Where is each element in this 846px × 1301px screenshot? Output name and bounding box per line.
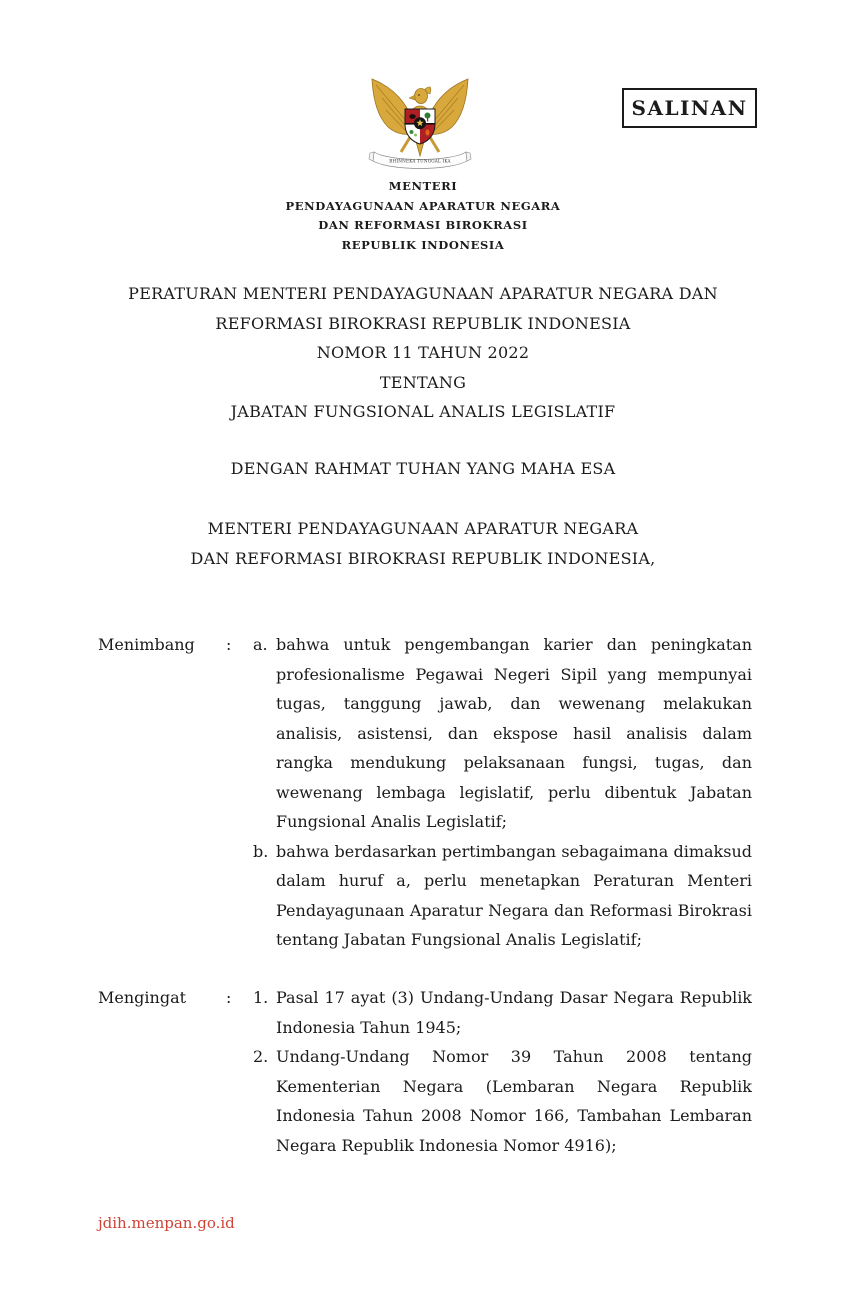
body-line: bahwa berdasarkan pertimbangan sebagaimana dimaksud bbox=[276, 841, 752, 861]
paddy-cotton-glyph bbox=[410, 130, 414, 134]
invocation-line: DENGAN RAHMAT TUHAN YANG MAHA ESA bbox=[230, 459, 616, 478]
title-line: NOMOR 11 TAHUN 2022 bbox=[316, 343, 530, 362]
list-item bbox=[253, 630, 752, 837]
title-line: TENTANG bbox=[379, 372, 467, 392]
title-line: PERATURAN MENTERI PENDAYAGUNAAN APARATUR NEGARA DAN bbox=[128, 284, 718, 303]
bull-glyph bbox=[409, 114, 415, 119]
garuda-pancasila-emblem bbox=[368, 76, 472, 172]
list-marker: 1. bbox=[253, 988, 269, 1007]
clause-label: Mengingat bbox=[98, 988, 187, 1007]
body-line: rangka mendukung pelaksanaan fungsi, tugas, dan bbox=[276, 753, 752, 772]
body-line: Negara Republik Indonesia Nomor 4916); bbox=[276, 1135, 617, 1155]
footer-link: jdih.menpan.go.id bbox=[98, 1214, 235, 1232]
authority-line: MENTERI PENDAYAGUNAAN APARATUR NEGARA bbox=[207, 519, 639, 538]
clause-colon: : bbox=[226, 988, 232, 1007]
banner-left-tab bbox=[369, 152, 374, 161]
banner-right-tab bbox=[466, 152, 471, 161]
body-line: Pendayagunaan Aparatur Negara dan Reformasi Birokrasi bbox=[276, 900, 752, 920]
salinan-stamp: SALINAN bbox=[622, 88, 757, 128]
garuda-eye bbox=[418, 94, 420, 96]
menimbang-section bbox=[98, 630, 752, 955]
body-line: tentang Jabatan Fungsional Analis Legislatif; bbox=[276, 930, 642, 949]
body-line: Pasal 17 ayat (3) Undang-Undang Dasar Negara Republik bbox=[276, 988, 752, 1007]
regulation-title bbox=[0, 279, 846, 427]
body-line: bahwa untuk pengembangan karier dan peningkatan bbox=[276, 635, 752, 654]
body-line: profesionalisme Pegawai Negeri Sipil yang mempunyai bbox=[276, 664, 752, 684]
list-item bbox=[253, 1042, 752, 1160]
ministry-letterhead bbox=[0, 177, 846, 255]
letterhead-line: PENDAYAGUNAAN APARATUR NEGARA bbox=[285, 198, 561, 213]
body-line: Indonesia Tahun 1945; bbox=[276, 1017, 462, 1037]
authority-block bbox=[0, 514, 846, 573]
body-line: tugas, tanggung jawab, dan wewenang melakukan bbox=[276, 694, 752, 713]
body-line: dalam huruf a, perlu menetapkan Peraturan Menteri bbox=[276, 871, 752, 890]
body-line: wewenang lembaga legislatif, perlu dibentuk Jabatan bbox=[276, 782, 752, 802]
mengingat-section bbox=[98, 983, 752, 1160]
body-line: Indonesia Tahun 2008 Nomor 166, Tambahan Lembaran bbox=[276, 1106, 752, 1125]
clause-label: Menimbang bbox=[98, 635, 195, 654]
body-line: analisis, asistensi, dan ekspose hasil analisis dalam bbox=[276, 723, 752, 743]
title-line: JABATAN FUNGSIONAL ANALIS LEGISLATIF bbox=[230, 402, 616, 421]
chain-glyph bbox=[425, 129, 429, 135]
list-marker: a. bbox=[253, 635, 268, 654]
banyan-tree-glyph bbox=[425, 113, 431, 119]
list-marker: 2. bbox=[253, 1047, 269, 1066]
letterhead-line: MENTERI bbox=[388, 179, 458, 193]
list-marker: b. bbox=[253, 841, 269, 861]
body-line: Fungsional Analis Legislatif; bbox=[276, 812, 508, 831]
authority-line: DAN REFORMASI BIROKRASI REPUBLIK INDONESIA, bbox=[190, 548, 656, 568]
body-line: Kementerian Negara (Lembaran Negara Republik bbox=[276, 1076, 752, 1096]
garuda-head bbox=[415, 89, 428, 104]
list-item bbox=[253, 983, 752, 1042]
title-line: REFORMASI BIROKRASI REPUBLIK INDONESIA bbox=[215, 313, 631, 333]
letterhead-line: REPUBLIK INDONESIA bbox=[341, 237, 505, 252]
garuda-beak bbox=[409, 95, 415, 100]
clause-colon: : bbox=[226, 635, 232, 654]
letterhead-line: DAN REFORMASI BIROKRASI bbox=[318, 218, 528, 232]
body-line: Undang-Undang Nomor 39 Tahun 2008 tentang bbox=[276, 1047, 752, 1066]
motto-text: BHINNEKA TUNGGAL IKA bbox=[389, 158, 451, 164]
list-item bbox=[253, 837, 752, 955]
